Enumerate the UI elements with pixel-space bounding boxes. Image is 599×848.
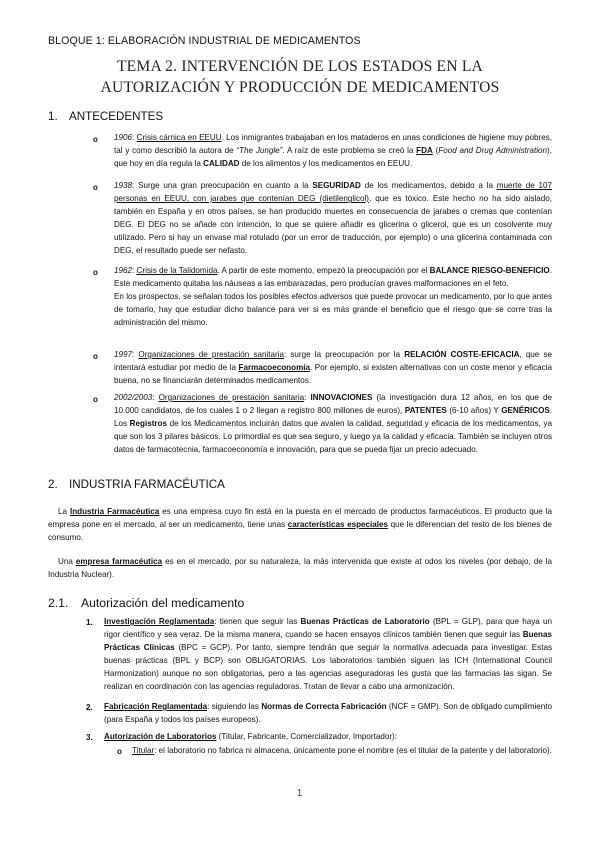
title-line-2: AUTORIZACIÓN Y PRODUCCIÓN DE MEDICAMENTOS (100, 79, 500, 96)
paragraph-empresa: Una empresa farmacéutica es en el mercado, por su naturaleza, la más intervenida que existe at odos los niveles (por debajo, de la Industria Nuclear). (48, 557, 553, 580)
list-item-1906: 1906: Crisis cárnica en EEUU. Los inmigrantes trabajaban en los mataderos en unas condiciones de higiene muy pobres, tal y como describió la autora de “The Jungle”. A raíz de este problema se creó la FDA (Food and Drug Administration), que hoy en día regula la CALIDAD de los alimentos y los medicamentos en EEUU. (114, 133, 553, 169)
title-line-1: TEMA 2. INTERVENCIÓN DE LOS ESTADOS EN LA (116, 58, 484, 75)
list-item-1962: 1962: Crisis de la Talidomida. A partir de este momento, empezó la preocupación por el BALANCE RIESGO-BENEFICIO. Este medicamento quitaba las náuseas a las embarazadas, pero producían graves malformaciones en el feto. En los prospectos, se señalan todos los posibles efectos adversos que puede provocar un medicamento, por lo que antes de tomarlo, hay que estudiar dicho balance para ver si es más grande el beneficio que el riesgo que se corre tras la administración del mismo. (114, 266, 552, 328)
list-item-autorizacion-laboratorios: Autorización de Laboratorios (Titular, Fabricante, Comercializador, Importador): (104, 732, 397, 741)
list-item-1997: 1997: Organizaciones de prestación sanitaria: surge la preocupación por la RELACIÓN COSTE-EFICACIA, que se intentará estudiar por medio de la Farmacoeconomía. Por ejemplo, si existen alternativas con un coste menor y eficacia buena, no se financiarán determinados medicamentos. (114, 350, 552, 386)
subsection-heading: 2.1. Autorización del medicamento (48, 596, 245, 610)
list-number: 1. (86, 618, 93, 627)
bullet-marker: o (93, 395, 98, 404)
list-item-investigacion: Investigación Reglamentada: tienen que seguir las Buenas Prácticas de Laboratorio (BPL = GLP), para que haya un rigor científico y sea veraz. De la misma manera, cuando se hacen ensayos clínicos también tienen que seguir las Buenas Prácticas Clínicas (BPC = GCP). Por tanto, siempre tendrán que seguir la normativa adecuada para investigar. Estas buenas prácticas (BPL y BCP) son OBLIGATORIAS. Los laboratorios también siguen las ICH (International Council Harmonization) aunque no son obligatorias, pero a las agencias aseguradoras les gusta que las farmacias las sigan. Se realizan en coordinación con las agencias reguladoras. Tratan de llevar a cabo una armonización. (104, 617, 552, 692)
list-number: 2. (86, 703, 93, 712)
bullet-marker: o (93, 352, 98, 361)
bullet-marker: o (93, 135, 98, 144)
paragraph-industria: La Industria Farmacéutica es una empresa cuyo fin está en la puesta en el mercado de productos farmacéuticos. El producto que la empresa pone en el mercado, al ser un medicamento, tiene unas características especiales que le diferencian del resto de los bienes de consumo. (48, 507, 552, 543)
list-item-2002: 2002/2003: Organizaciones de prestación sanitaria: INNOVACIONES (la investigación dura 12 años, en los que de 10.000 candidatos, de los cuales 1 o 2 llegan a registro 800 millones de euros), PATENTES (6-10 años) Y GENÉRICOS. Los Registros de los Medicamentos incluirán datos que avalen la calidad, seguridad y eficacia de los medicamentos, ya que son los 3 pilares básicos. Lo primordial es que sea seguro, y luego ya la calidad y eficacia. También se incluyen otros datos de farmacotecnia, farmacoeconomía e innovación, para que se pueda fijar un precio adecuado. (114, 393, 553, 455)
list-item-1938: 1938: Surge una gran preocupación en cuanto a la SEGURIDAD de los medicamentos, debido a la muerte de 107 personas en EEUU, con jarabes que contenían DEG (dietilenglicol), que es tóxico. Este hecho no ha sido aislado, también en España y en otros países, se han producido muertes en consecuencia de jarabes o cremas que contenían DEG. El DEG no se añade con intención, lo que se quiere añadir es glicerina o glicerol, que es un cosolvente muy utilizado. Pero si hay un envase mal rotulado (por un error de traducción, por ejemplo) o una glicerina contaminada con DEG, el resultado puede ser nefasto. (114, 181, 553, 256)
bullet-marker: o (93, 183, 98, 192)
list-item-fabricacion: Fabricación Reglamentada: siguiendo las Normas de Correcta Fabricación (NCF = GMP). Son de obligado cumplimiento (para España y todos los países europeos). (104, 702, 552, 725)
page-header: BLOQUE 1: ELABORACIÓN INDUSTRIAL DE MEDICAMENTOS (48, 35, 361, 47)
page-title (40, 56, 560, 98)
list-number: 3. (86, 733, 93, 742)
bullet-marker: o (117, 747, 122, 756)
section-heading-antecedentes: 1. ANTECEDENTES (48, 110, 164, 123)
section-heading-industria: 2. INDUSTRIA FARMACÉUTICA (48, 478, 225, 491)
page-number: 1 (296, 788, 303, 799)
list-item-titular: Titular: el laboratorio no fabrica ni almacena, únicamente pone el nombre (es el titular de la patente y del laboratorio). (132, 746, 552, 755)
bullet-marker: o (93, 268, 98, 277)
